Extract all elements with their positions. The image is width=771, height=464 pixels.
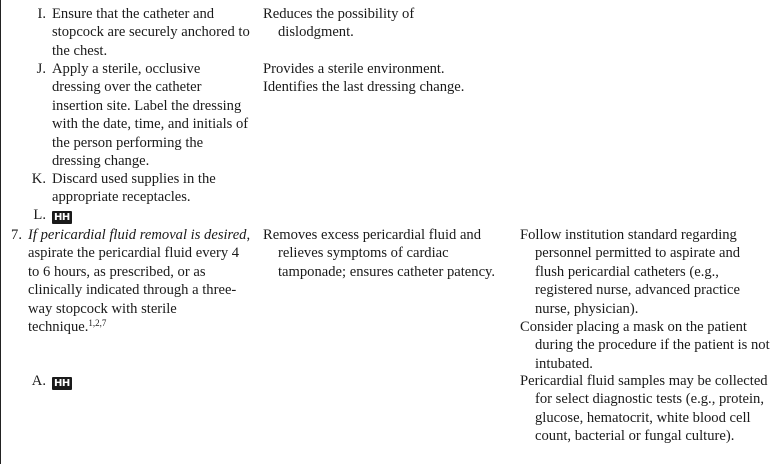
step-j-rationale-line-2: Identifies the last dressing change. <box>263 79 465 96</box>
hand-hygiene-icon: HH <box>54 212 70 223</box>
step-label-k: K. <box>31 171 46 187</box>
step-7-notes <box>520 226 770 373</box>
hand-hygiene-icon: HH <box>54 378 70 389</box>
step-label-7a: A. <box>31 373 46 389</box>
step-i-rationale: Reduces the possibility of dislodgment. <box>263 6 415 41</box>
step-7-instruction: , aspirate the pericardial fluid every 4 to 6 hours, as prescribed, or as clinically indicated through a three-way stopcock with sterile technique. <box>28 227 251 336</box>
step-j-action: Apply a sterile, occlusive dressing over the catheter insertion site. Label the dressing with the date, time, and initials of the person performing the dressing change. <box>52 61 249 170</box>
step-7-references: 1,2,7 <box>88 318 107 329</box>
step-label-i: I. <box>37 6 46 22</box>
step-7-action <box>28 226 253 336</box>
step-label-l: L. <box>33 207 46 223</box>
step-7-condition: If pericardial fluid removal is desired <box>28 227 247 243</box>
step-i-action: Ensure that the catheter and stopcock are securely anchored to the chest. <box>52 6 250 59</box>
step-7-note-1: Follow institution standard regarding personnel permitted to aspirate and flush pericardial catheters (e.g., registered nurse, advanced practice nurse, physician). <box>520 227 741 317</box>
step-label-7: 7. <box>11 227 22 243</box>
step-7a-note: Pericardial fluid samples may be collected for select diagnostic tests (e.g., protein, glucose, hematocrit, white blood cell count, bacterial or fungal culture). <box>520 373 768 445</box>
step-7a-action <box>52 372 252 390</box>
step-j-rationale-line-1: Provides a sterile environment. <box>263 61 445 77</box>
step-7-note-2: Consider placing a mask on the patient during the procedure if the patient is not intubated. <box>520 319 770 372</box>
step-j-rationale <box>263 60 508 97</box>
step-k-action: Discard used supplies in the appropriate receptacles. <box>52 171 216 206</box>
table-left-border <box>0 0 1 464</box>
step-label-j: J. <box>36 61 46 77</box>
step-l-action <box>52 206 252 224</box>
step-7-rationale: Removes excess pericardial fluid and relieves symptoms of cardiac tamponade; ensures catheter patency. <box>263 227 496 280</box>
